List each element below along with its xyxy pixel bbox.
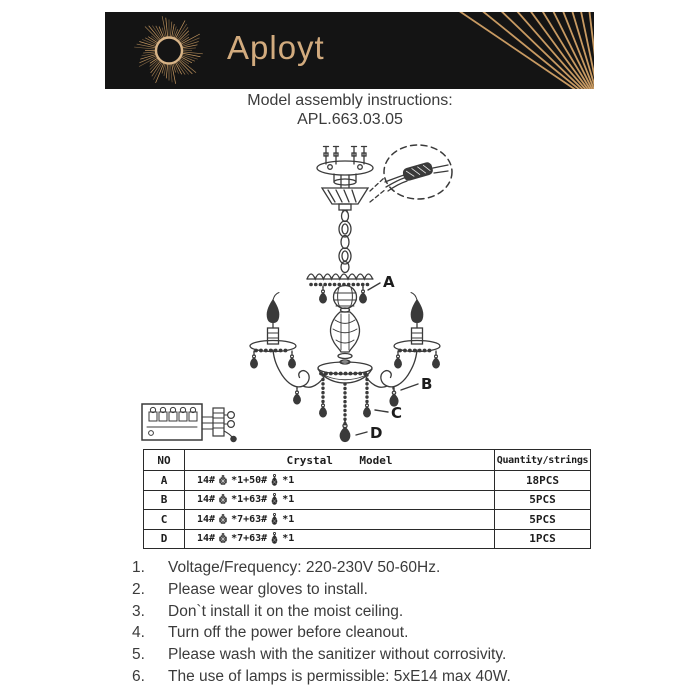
top-crown xyxy=(307,274,373,303)
model-text: *7+63# xyxy=(231,533,268,545)
instructions-list xyxy=(132,557,612,688)
chandelier-diagram xyxy=(130,138,480,453)
item-number: 5. xyxy=(132,646,145,664)
parts-table xyxy=(143,449,591,549)
model-text: 14# xyxy=(197,513,216,525)
label-b: B xyxy=(421,375,433,393)
table-row xyxy=(144,490,591,510)
list-item xyxy=(132,557,612,579)
octagon-bead-icon xyxy=(218,514,228,525)
item-text: Don`t install it on the moist ceiling. xyxy=(168,602,404,620)
label-a: A xyxy=(383,273,395,291)
pendant-drop-icon xyxy=(270,493,279,506)
table-row xyxy=(144,529,591,549)
octagon-bead-icon xyxy=(218,494,228,505)
page-title xyxy=(0,92,700,129)
item-number: 4. xyxy=(132,624,145,642)
list-item xyxy=(132,579,612,601)
title-line: Model assembly instructions: xyxy=(247,92,453,109)
banner-art xyxy=(105,12,594,89)
model-number: APL.663.03.05 xyxy=(297,110,403,128)
left-arm xyxy=(250,293,326,404)
inset-leader-lines xyxy=(370,178,386,202)
model-text: 14# xyxy=(197,494,216,506)
brand-name: Aployt xyxy=(227,29,325,66)
model-text: *1 xyxy=(282,494,295,506)
item-text: Please wash with the sanitizer without corrosivity. xyxy=(168,646,507,664)
row-qty: 5PCS xyxy=(495,490,591,510)
pendant-drop-icon xyxy=(270,532,279,545)
col-header-no: NO xyxy=(144,450,185,471)
row-no: A xyxy=(144,471,185,491)
sunburst-core xyxy=(158,40,180,62)
model-text: *1+50# xyxy=(231,474,268,486)
table-header-row xyxy=(144,450,591,471)
canopy xyxy=(322,188,368,212)
row-qty: 5PCS xyxy=(495,510,591,530)
terminal-block xyxy=(142,404,236,442)
brand-banner xyxy=(105,12,594,89)
row-qty: 18PCS xyxy=(495,471,591,491)
col-header-model: Crystal Model xyxy=(185,450,495,471)
label-c: C xyxy=(391,404,403,422)
item-text: The use of lamps is permissible: 5xE14 max 40W. xyxy=(168,667,511,685)
list-item xyxy=(132,644,612,666)
octagon-bead-icon xyxy=(218,475,228,486)
item-number: 1. xyxy=(132,559,145,576)
model-text: *7+63# xyxy=(231,513,268,525)
octagon-bead-icon xyxy=(218,533,228,544)
list-item xyxy=(132,666,612,688)
ceiling-mount-plate xyxy=(317,147,373,189)
item-text: Voltage/Frequency: 220-230V 50-60Hz. xyxy=(168,559,441,576)
item-number: 2. xyxy=(132,580,145,598)
model-text: *1 xyxy=(282,533,295,545)
model-text: *1 xyxy=(282,513,295,525)
col-header-qty: Quantity/strings xyxy=(495,450,591,471)
item-number: 3. xyxy=(132,602,145,620)
list-item xyxy=(132,601,612,623)
center-column xyxy=(330,286,359,365)
label-d: D xyxy=(370,424,383,442)
pendant-drop-icon xyxy=(270,513,279,526)
bead-strings xyxy=(320,375,371,441)
model-text: *1+63# xyxy=(231,494,268,506)
row-no: C xyxy=(144,510,185,530)
item-text: Please wear gloves to install. xyxy=(168,580,368,598)
pendant-drop-icon xyxy=(270,474,279,487)
hanging-chain xyxy=(339,211,351,273)
table-row xyxy=(144,510,591,530)
item-text: Turn off the power before cleanout. xyxy=(168,624,409,642)
row-qty: 1PCS xyxy=(495,529,591,549)
model-text: *1 xyxy=(282,474,295,486)
table-row xyxy=(144,471,591,491)
model-text: 14# xyxy=(197,533,216,545)
item-number: 6. xyxy=(132,667,145,685)
row-no: B xyxy=(144,490,185,510)
row-no: D xyxy=(144,529,185,549)
model-text: 14# xyxy=(197,474,216,486)
list-item xyxy=(132,622,612,644)
wire-connection-inset xyxy=(384,145,452,199)
crystal-bowl xyxy=(318,362,372,383)
